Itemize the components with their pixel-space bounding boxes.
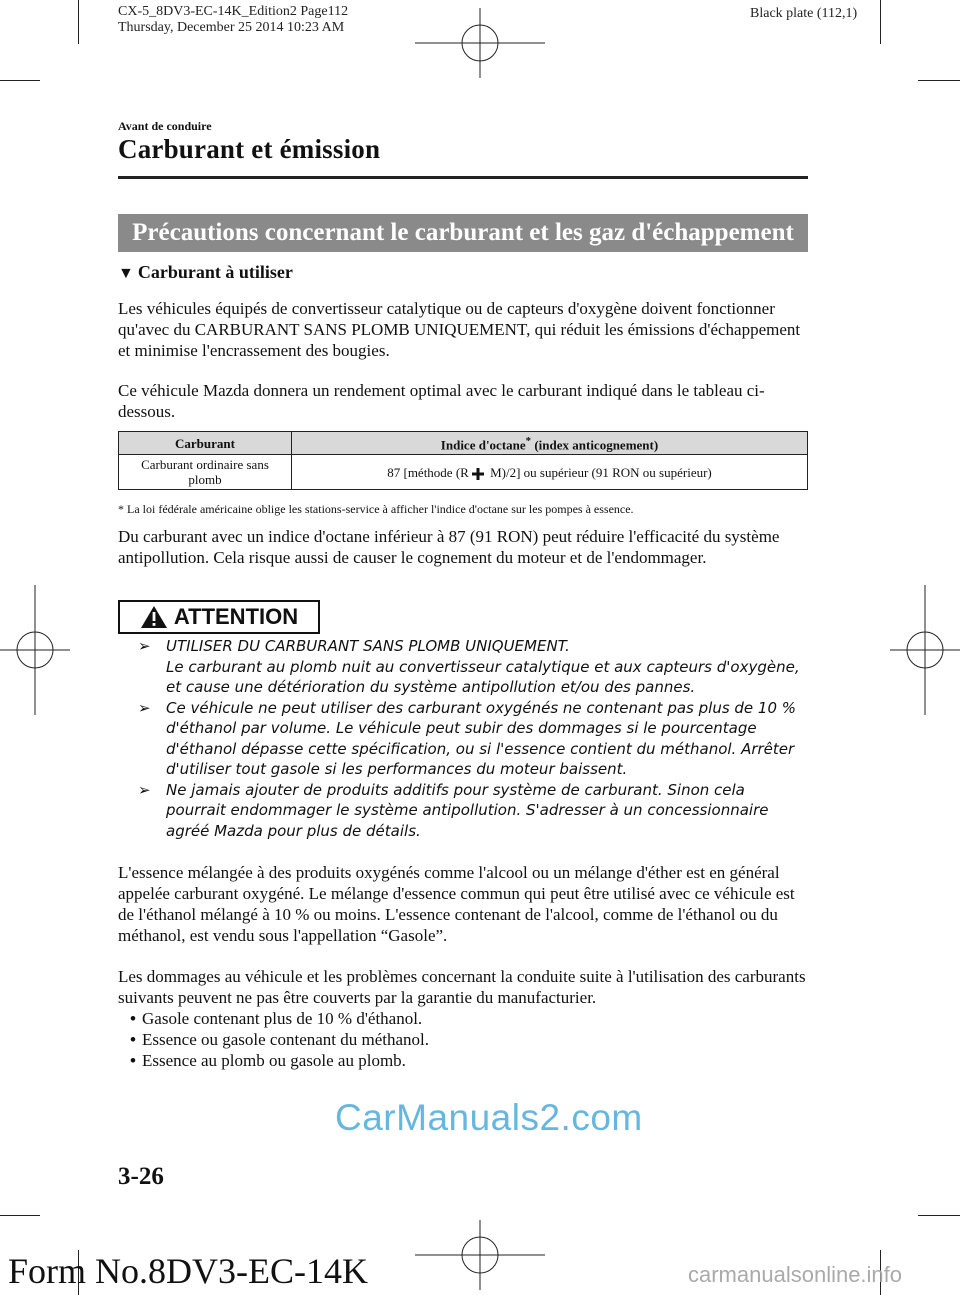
paragraph: Les véhicules équipés de convertisseur catalytique ou de capteurs d'oxygène doivent fonctionner qu'avec du CARBURANT SANS PLOMB UNIQUEMENT, qui réduit les émissions d'échappement et minimise l'encrassement des bougies. <box>118 299 801 360</box>
attention-list <box>138 636 808 841</box>
fuel-table <box>118 431 808 490</box>
print-header-line2: Thursday, December 25 2014 10:23 AM <box>118 20 345 35</box>
crop-mark <box>918 1215 960 1216</box>
list-item <box>138 636 808 698</box>
bullet-list <box>130 1008 429 1071</box>
warning-text: Le carburant au plomb nuit au convertisseur catalytique et aux capteurs d'oxygène, et cause une détérioration du système antipollution et/ou des pannes. <box>166 657 800 696</box>
subheading <box>118 262 293 283</box>
warning-text: Ne jamais ajouter de produits additifs pour système de carburant. Sinon cela pourrait endommager le système antipollution. S'adresser à un concessionnaire agréé Mazda pour plus de détails. <box>166 780 769 840</box>
registration-mark-right <box>890 585 960 715</box>
print-header <box>118 4 348 36</box>
footnote-marker: * <box>525 435 532 447</box>
arrow-bullet-icon: ➢ <box>138 780 151 799</box>
octane-value-text: 87 [méthode (R <box>387 464 469 480</box>
form-number: Form No.8DV3-EC-14K <box>8 1251 368 1291</box>
list-item <box>138 698 808 780</box>
octane-value-suffix: M)/2] ou supérieur (91 RON ou supérieur) <box>486 464 712 480</box>
section-label: Avant de conduire <box>118 119 212 133</box>
print-header-line1: CX-5_8DV3-EC-14K_Edition2 Page112 <box>118 4 349 19</box>
paragraph: L'essence mélangée à des produits oxygénés comme l'alcool ou un mélange d'éther est en général appelée carburant oxygéné. Le mélange d'essence commun qui peut être utilisé avec ce véhicule est de l'éthanol mélangé à 10 % ou moins. L'essence contenant de l'alcool, comme de l'éthanol ou du méthanol, est vendu sous l'appellation “Gasole”. <box>118 863 795 945</box>
crop-mark <box>0 80 40 81</box>
list-item: • Gasole contenant plus de 10 % d'éthanol. <box>130 1008 429 1029</box>
crop-mark <box>880 0 881 44</box>
paragraph: Du carburant avec un indice d'octane inférieur à 87 (91 RON) peut réduire l'efficacité du système antipollution. Cela risque aussi de causer le cognement du moteur et de l'endommager. <box>118 527 780 567</box>
chapter-title: Carburant et émission <box>118 134 381 164</box>
registration-mark-bottom <box>415 1220 545 1290</box>
warning-text: Ce véhicule ne peut utiliser des carburant oxygénés ne contenant pas plus de 10 % d'éthanol par volume. Le véhicule peut subir des dommages si le pourcentage d'éthanol dépasse cette spécification, ou si l'essence contient du méthanol. Arrêter d'utiliser tout gasole si les performances du moteur baissent. <box>166 698 797 778</box>
table-row <box>119 455 808 490</box>
arrow-bullet-icon: ➢ <box>138 637 151 655</box>
list-item: • Essence au plomb ou gasole au plomb. <box>130 1050 429 1071</box>
plus-icon <box>472 468 484 480</box>
title-rule <box>118 176 808 179</box>
triangle-down-icon: ▼ <box>118 265 134 282</box>
subheading-text: Carburant à utiliser <box>137 262 293 282</box>
paragraph: Ce véhicule Mazda donnera un rendement optimal avec le carburant indiqué dans le tableau ci-dessous. <box>118 381 765 421</box>
section-banner: Précautions concernant le carburant et les gaz d'échappement <box>118 214 808 252</box>
registration-mark-top <box>415 8 545 78</box>
site-watermark: carmanualsonline.info <box>688 1262 903 1287</box>
crop-mark <box>918 80 960 81</box>
table-cell-fuel: Carburant ordinaire sans plomb <box>119 455 292 490</box>
list-item: • Essence ou gasole contenant du méthanol. <box>130 1029 429 1050</box>
crop-mark <box>78 0 79 44</box>
plate-label: Black plate (112,1) <box>750 6 858 21</box>
watermark: CarManuals2.com <box>335 1097 643 1138</box>
table-header-row <box>119 432 808 455</box>
attention-label <box>118 600 320 634</box>
registration-mark-left <box>0 585 70 715</box>
attention-text: ATTENTION <box>173 604 299 629</box>
table-cell-octane <box>292 455 808 490</box>
crop-mark <box>0 1215 40 1216</box>
octane-header-text: Indice d'octane <box>440 437 526 453</box>
table-header-fuel: Carburant <box>119 432 292 455</box>
page-number: 3-26 <box>118 1163 164 1190</box>
warning-triangle-icon <box>140 605 168 629</box>
footnote: * La loi fédérale américaine oblige les stations-service à afficher l'indice d'octane sur les pompes à essence. <box>118 502 634 516</box>
paragraph: Les dommages au véhicule et les problèmes concernant la conduite suite à l'utilisation des carburants suivants peuvent ne pas être couverts par la garantie du manufacturier. <box>118 967 806 1007</box>
table-header-octane <box>292 432 808 455</box>
warning-lead: UTILISER DU CARBURANT SANS PLOMB UNIQUEMENT. <box>166 637 570 655</box>
list-item <box>138 780 808 842</box>
octane-header-suffix: (index anticognement) <box>531 437 659 453</box>
arrow-bullet-icon: ➢ <box>138 698 151 717</box>
